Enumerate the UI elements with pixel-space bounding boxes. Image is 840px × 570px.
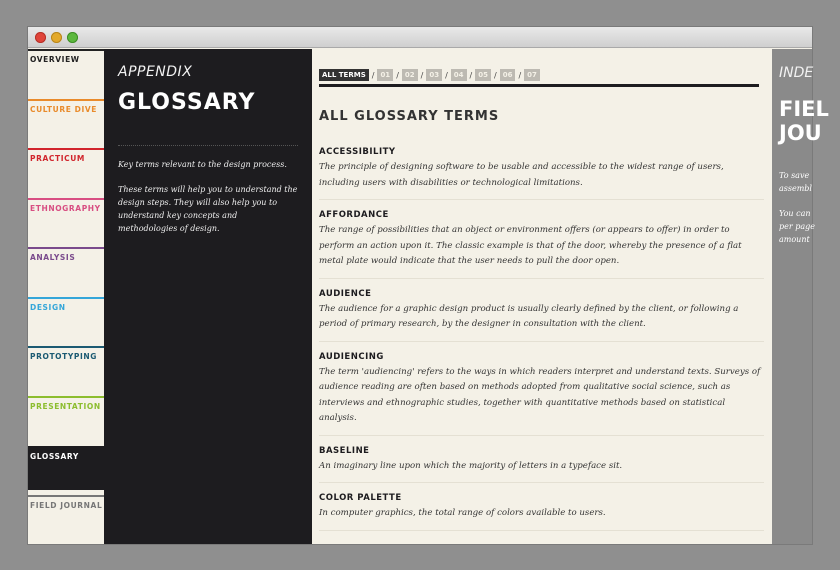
tab-all-terms[interactable]: ALL TERMS — [319, 69, 369, 81]
tab-separator: / — [420, 70, 424, 80]
app-content — [28, 49, 829, 544]
nav-item-label: FIELD JOURNAL — [30, 501, 103, 510]
glossary-term — [319, 446, 764, 484]
appendix-divider — [118, 145, 298, 146]
filter-tabs — [319, 68, 540, 82]
browser-window — [28, 27, 829, 544]
index-title-line: FIEL — [779, 97, 829, 121]
term-name: AFFORDANCE — [319, 210, 389, 220]
glossary-list — [319, 147, 764, 541]
tab-04[interactable]: 04 — [451, 69, 467, 81]
term-definition: The principle of designing software to be usable and accessible to the widest range of users, including users with disabilities or technological limitations. — [319, 162, 724, 188]
index-label: INDE — [779, 65, 814, 81]
appendix-description: These terms will help you to understand the design steps. They will also help you to understand key concepts and methodologies of design. — [118, 185, 298, 233]
nav-item-analysis[interactable] — [28, 247, 104, 289]
tab-01[interactable]: 01 — [377, 69, 393, 81]
nav-item-overview[interactable] — [28, 49, 104, 91]
glossary-term — [319, 493, 764, 531]
minimize-window-button[interactable] — [51, 32, 62, 43]
glossary-term — [319, 210, 764, 279]
nav-item-label: PRESENTATION — [30, 402, 101, 411]
term-definition: The audience for a graphic design product is usually clearly defined by the client, or following a period of primary research, by the designer in consultation with the client. — [319, 303, 739, 329]
term-name: AUDIENCING — [319, 351, 384, 362]
nav-item-prototyping[interactable] — [28, 346, 104, 388]
nav-item-label: OVERVIEW — [30, 55, 80, 64]
term-name: BASELINE — [319, 445, 370, 456]
tab-03[interactable]: 03 — [426, 69, 442, 81]
window-titlebar — [28, 27, 812, 48]
nav-item-culture-dive[interactable] — [28, 99, 104, 141]
appendix-label: APPENDIX — [118, 64, 193, 80]
tab-02[interactable]: 02 — [402, 69, 418, 81]
index-text-line: amount — [779, 235, 810, 244]
tab-separator: / — [494, 70, 497, 80]
nav-item-label: PROTOTYPING — [30, 352, 98, 361]
tab-separator: / — [518, 70, 522, 80]
section-nav — [28, 49, 104, 544]
tabs-divider — [319, 84, 759, 87]
index-text-line: assembl — [779, 184, 812, 193]
tab-06[interactable]: 06 — [500, 69, 516, 81]
term-name: AUDIENCE — [319, 288, 372, 299]
glossary-term — [319, 147, 764, 200]
nav-item-presentation[interactable] — [28, 396, 104, 438]
glossary-heading: ALL GLOSSARY TERMS — [319, 109, 500, 124]
index-text-line: per page — [779, 222, 815, 231]
term-definition: The term 'audiencing' refers to the ways in which readers interpret and understand texts. Surveys of audience reading are often based on methods adopted from qualitative social science, such as interviews and ethnographic studies, together with quantitative methods based on statistical analysis. — [319, 366, 761, 423]
page-title: GLOSSARY — [118, 90, 256, 115]
glossary-term — [319, 289, 764, 342]
index-title — [779, 97, 829, 145]
index-panel[interactable] — [772, 49, 829, 544]
tab-07[interactable]: 07 — [524, 69, 540, 81]
glossary-main — [312, 49, 772, 544]
term-definition: The range of possibilities that an object or environment offers (or appears to offer) in order to perform an action upon it. The classic example is that of the door, whereby the presence of a flat metal plate would indicate that the user needs to pull the door open. — [319, 225, 742, 266]
nav-item-practicum[interactable] — [28, 148, 104, 190]
zoom-window-button[interactable] — [67, 32, 78, 43]
term-name: ACCESSIBILITY — [319, 147, 396, 157]
glossary-term — [319, 352, 764, 436]
nav-item-label: CULTURE DIVE — [30, 105, 97, 114]
index-paragraph — [779, 169, 812, 195]
appendix-panel — [104, 49, 312, 544]
term-definition: An imaginary line upon which the majority of letters in a typeface sit. — [319, 460, 623, 471]
nav-item-ethnography[interactable] — [28, 198, 104, 240]
tab-separator: / — [445, 70, 448, 80]
nav-item-label: ETHNOGRAPHY — [30, 204, 101, 213]
term-name: COLOR PALETTE — [319, 493, 402, 503]
nav-item-label: GLOSSARY — [30, 452, 79, 461]
tab-separator: / — [469, 70, 473, 80]
nav-item-glossary[interactable] — [28, 446, 104, 490]
index-text-line: To save — [779, 171, 810, 180]
tab-separator: / — [371, 70, 375, 80]
close-window-button[interactable] — [35, 32, 46, 43]
index-paragraph — [779, 207, 815, 246]
tab-05[interactable]: 05 — [475, 69, 491, 81]
term-definition: In computer graphics, the total range of colors available to users. — [319, 508, 606, 518]
tab-separator: / — [396, 70, 399, 80]
nav-item-label: ANALYSIS — [30, 253, 76, 262]
index-title-line: JOU — [779, 121, 822, 145]
nav-item-field-journal[interactable] — [28, 495, 104, 537]
index-text-line: You can — [779, 209, 811, 218]
appendix-intro: Key terms relevant to the design process. — [118, 160, 287, 169]
nav-item-label: DESIGN — [30, 303, 66, 312]
nav-item-label: PRACTICUM — [30, 154, 85, 163]
nav-item-design[interactable] — [28, 297, 104, 339]
